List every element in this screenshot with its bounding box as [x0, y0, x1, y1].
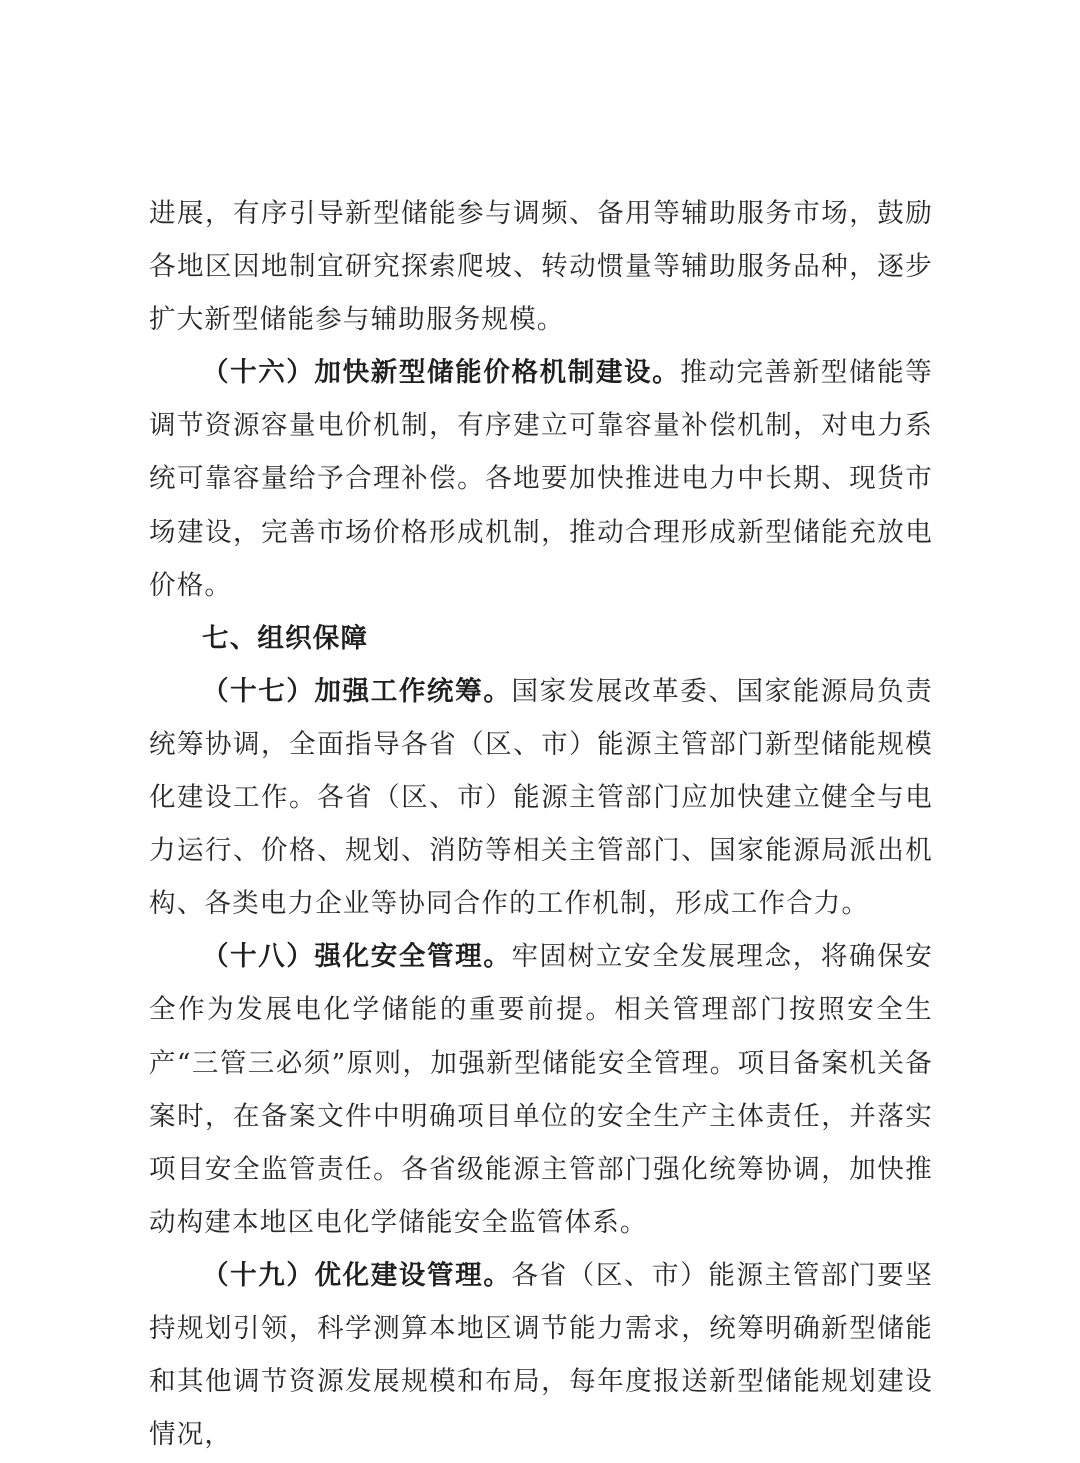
paragraph-text: 牢固树立安全发展理念，将确保安全作为发展电化学储能的重要前提。相关管理部门按照安全生产“三管三必须”原则，加强新型储能安全管理。项目备案机关备案时，在备案文件中明确项目单位的安全生产主体责任，并落实项目安全监管责任。各省级能源主管部门强化统筹协调，加快推动构建本地区电化学储能安全监管体系。: [149, 941, 933, 1238]
paragraph-lead: （十七）加强工作统筹。: [202, 675, 512, 707]
paragraph-lead: （十九）优化建设管理。: [202, 1259, 512, 1291]
paragraph-text: 各省（区、市）能源主管部门要坚持规划引领，科学测算本地区调节能力需求，统筹明确新型储能和其他调节资源发展规模和布局，每年度报送新型储能规划建设情况，: [149, 1259, 933, 1451]
paragraph-text: 国家发展改革委、国家能源局负责统筹协调，全面指导各省（区、市）能源主管部门新型储能规模化建设工作。各省（区、市）能源主管部门应加快建立健全与电力运行、价格、规划、消防等相关主管部门、国家能源局派出机构、各类电力企业等协同合作的工作机制，形成工作合力。: [149, 675, 933, 920]
paragraph-text: 进展，有序引导新型储能参与调频、备用等辅助服务市场，鼓励各地区因地制宜研究探索爬坡、转动惯量等辅助服务品种，逐步扩大新型储能参与辅助服务规模。: [149, 198, 933, 336]
paragraph-lead: （十八）强化安全管理。: [202, 941, 512, 973]
paragraph-text: 推动完善新型储能等调节资源容量电价机制，有序建立可靠容量补偿机制，对电力系统可靠容量给予合理补偿。各地要加快推进电力中长期、现货市场建设，完善市场价格形成机制，推动合理形成新型储能充放电价格。: [149, 357, 933, 601]
paragraph-coordination: [149, 665, 933, 930]
paragraph-lead: （十六）加快新型储能价格机制建设。: [202, 357, 681, 389]
paragraph-continuation: [149, 187, 933, 346]
paragraph-price-mechanism: [149, 346, 933, 611]
section-heading: 七、组织保障: [202, 622, 369, 654]
paragraph-construction: [149, 1249, 933, 1461]
document-body: [149, 187, 933, 1461]
paragraph-safety: [149, 930, 933, 1249]
